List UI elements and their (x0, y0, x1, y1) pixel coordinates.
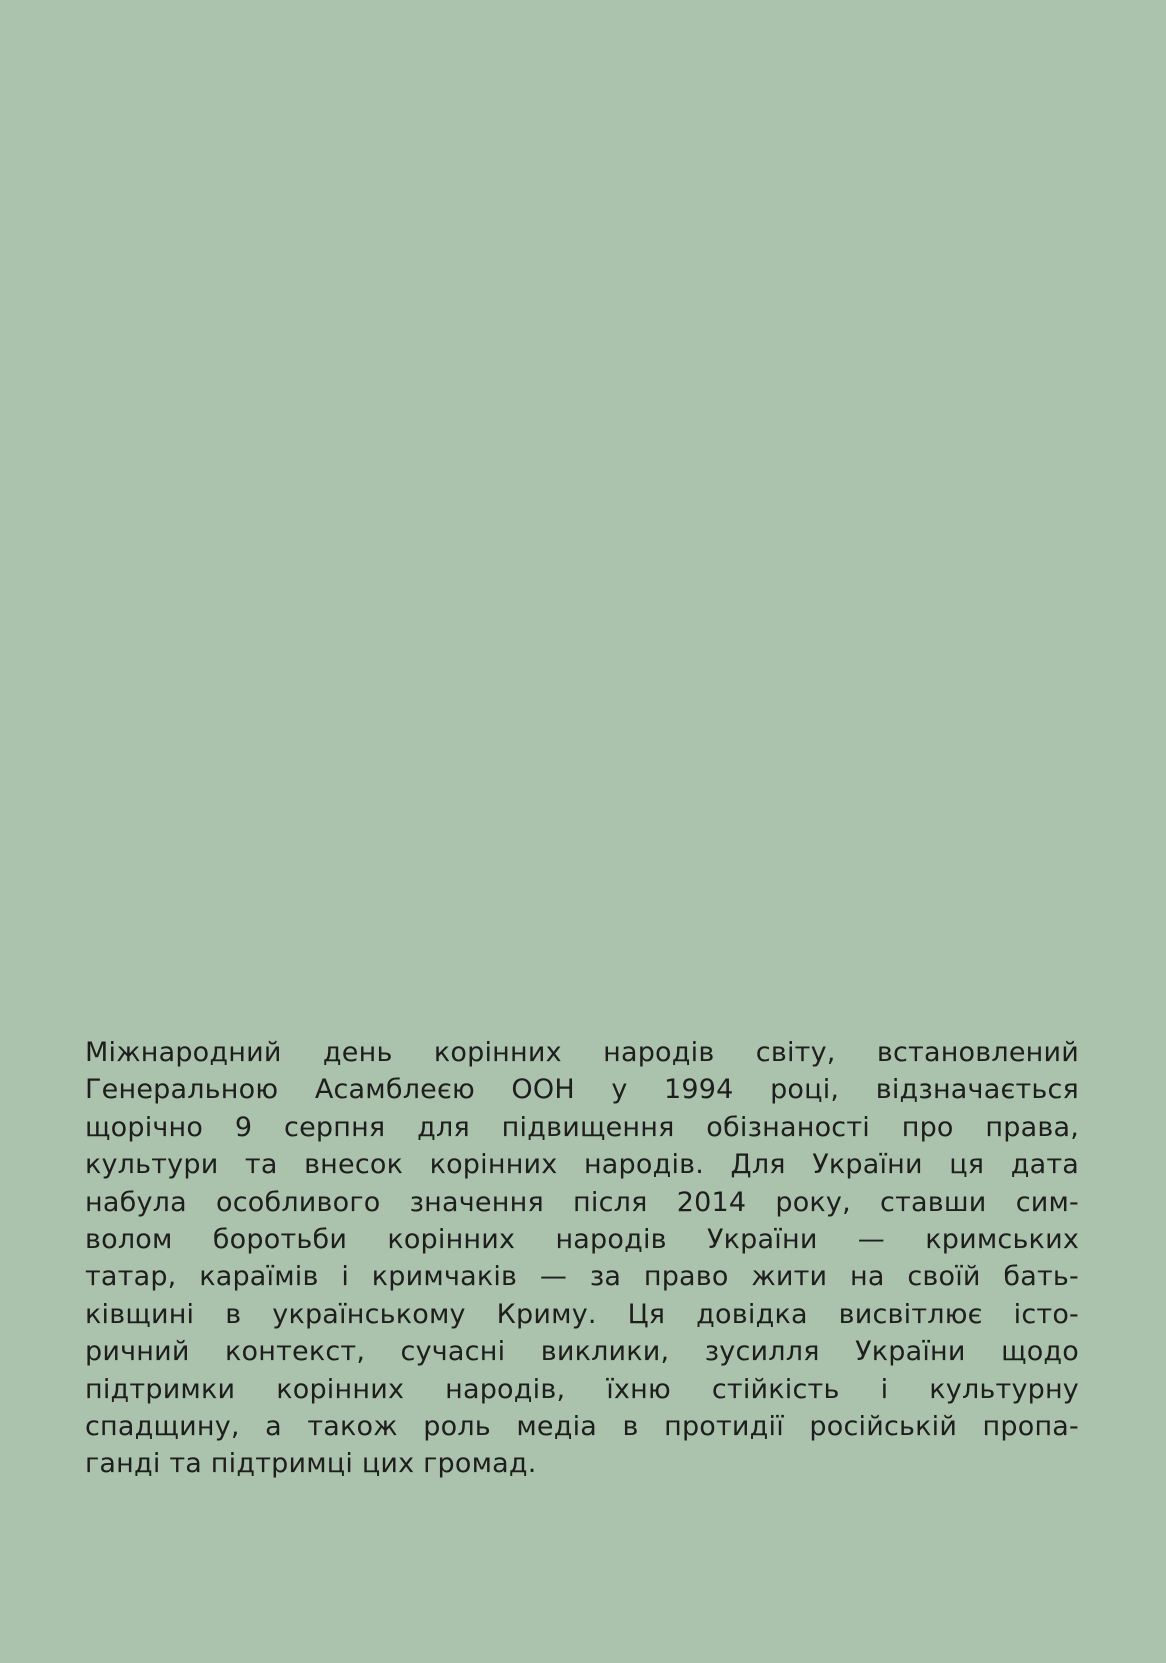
paragraph-line: татар, караїмів і кримчаків — за право жити на своїй бать- (85, 1261, 1079, 1293)
intro-paragraph (85, 1034, 1079, 1483)
paragraph-line: спадщину, а також роль медіа в протидії російській пропа- (85, 1410, 1079, 1442)
paragraph-line: ричний контекст, сучасні виклики, зусилля України щодо (85, 1336, 1079, 1368)
paragraph-line: волом боротьби корінних народів України — кримських (85, 1223, 1079, 1255)
paragraph-line: ганді та підтримці цих громад. (85, 1448, 537, 1480)
paragraph-line: Генеральною Асамблеєю ООН у 1994 році, відзначається (85, 1074, 1079, 1106)
paragraph-line: набула особливого значення після 2014 року, ставши сим- (85, 1186, 1079, 1218)
paragraph-line: щорічно 9 серпня для підвищення обізнаності про права, (85, 1111, 1079, 1143)
paragraph-line: підтримки корінних народів, їхню стійкість і культурну (85, 1373, 1079, 1405)
paragraph-line: ківщині в українському Криму. Ця довідка висвітлює істо- (85, 1298, 1079, 1330)
paragraph-line: культури та внесок корінних народів. Для України ця дата (85, 1149, 1079, 1181)
paragraph-line: Міжнародний день корінних народів світу, встановлений (85, 1037, 1079, 1068)
